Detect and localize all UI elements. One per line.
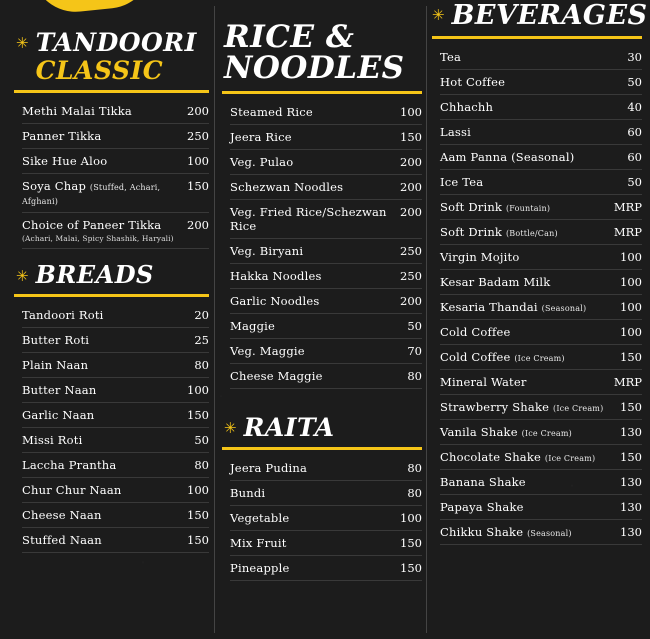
item-price: 150 xyxy=(187,408,209,422)
item-name-main: Cold Coffee xyxy=(440,350,511,364)
menu-item-row xyxy=(22,353,209,378)
item-price: MRP xyxy=(613,225,642,239)
item-price: 130 xyxy=(620,475,642,489)
item-price: 200 xyxy=(187,218,209,232)
item-name: Kesar Badam Milk xyxy=(440,275,551,289)
item-name: Lassi xyxy=(440,125,471,139)
item-list xyxy=(14,99,209,249)
star-icon: ✳ xyxy=(16,268,29,285)
item-name: Laccha Prantha xyxy=(22,458,117,472)
section-title xyxy=(36,30,197,83)
item-name: Cheese Naan xyxy=(22,508,102,522)
menu-item-row xyxy=(230,314,422,339)
section-beverages xyxy=(432,0,648,545)
item-list xyxy=(222,456,422,581)
column-right xyxy=(432,0,648,549)
item-name: Ice Tea xyxy=(440,175,484,189)
item-name: Steamed Rice xyxy=(230,105,313,119)
item-name: Cheese Maggie xyxy=(230,369,323,383)
column-middle xyxy=(222,0,422,585)
section-title: BREADS xyxy=(35,260,154,289)
menu-item-row xyxy=(440,520,642,545)
item-price: 150 xyxy=(187,179,209,193)
item-name: Hakka Noodles xyxy=(230,269,322,283)
menu-item-row xyxy=(22,174,209,213)
item-price: 50 xyxy=(627,75,642,89)
item-name xyxy=(440,350,565,364)
menu-item-row xyxy=(230,239,422,264)
item-price: 150 xyxy=(400,536,422,550)
item-name: Panner Tikka xyxy=(22,129,102,143)
star-icon: ✳ xyxy=(432,7,445,24)
item-name: Cold Coffee xyxy=(440,325,511,339)
item-price: 50 xyxy=(407,319,422,333)
item-price: 50 xyxy=(627,175,642,189)
column-divider-1 xyxy=(214,6,215,633)
section-rule xyxy=(14,294,209,297)
item-name-sub: (Bottle/Can) xyxy=(505,229,558,238)
item-price: 80 xyxy=(407,369,422,383)
menu-item-row xyxy=(22,303,209,328)
menu-item-row xyxy=(230,531,422,556)
section-title: RAITA xyxy=(243,413,335,442)
column-divider-2 xyxy=(426,6,427,633)
item-name-sub: (Seasonal) xyxy=(541,304,587,313)
item-price: 150 xyxy=(620,350,642,364)
item-name xyxy=(440,300,586,314)
item-price: 20 xyxy=(194,308,209,322)
item-name: Tandoori Roti xyxy=(22,308,104,322)
item-price: 150 xyxy=(400,561,422,575)
item-name: Mix Fruit xyxy=(230,536,287,550)
menu-item-row xyxy=(440,95,642,120)
item-name: Butter Naan xyxy=(22,383,97,397)
item-price: 200 xyxy=(187,104,209,118)
menu-item-row xyxy=(22,403,209,428)
menu-item-row xyxy=(22,378,209,403)
menu-item-row xyxy=(440,195,642,220)
item-price: 150 xyxy=(187,508,209,522)
item-price: 60 xyxy=(627,150,642,164)
menu-item-row xyxy=(230,125,422,150)
section-heading xyxy=(14,260,209,289)
item-list xyxy=(432,45,642,545)
item-name: Garlic Noodles xyxy=(230,294,320,308)
menu-item-row xyxy=(22,428,209,453)
item-price: 130 xyxy=(620,425,642,439)
item-name: Jeera Rice xyxy=(230,130,292,144)
menu-item-row xyxy=(440,120,642,145)
item-list xyxy=(14,303,209,553)
menu-item-row xyxy=(230,264,422,289)
item-price: 50 xyxy=(194,433,209,447)
section-title-line1: RICE & xyxy=(224,19,355,55)
item-price: 150 xyxy=(400,130,422,144)
item-price: 40 xyxy=(627,100,642,114)
menu-item-row xyxy=(440,145,642,170)
item-name: Bundi xyxy=(230,486,266,500)
item-name xyxy=(440,425,572,439)
item-name-sub: (Ice Cream) xyxy=(521,429,572,438)
item-name-main: Chikku Shake xyxy=(440,525,524,539)
item-name: Veg. Fried Rice/Schezwan Rice xyxy=(230,205,387,233)
item-price: 150 xyxy=(187,533,209,547)
item-name: Plain Naan xyxy=(22,358,89,372)
menu-item-row xyxy=(440,270,642,295)
menu-item-row xyxy=(440,495,642,520)
menu-item-row xyxy=(230,200,422,239)
menu-item-row xyxy=(440,370,642,395)
section-rule xyxy=(432,36,642,39)
menu-item-row xyxy=(440,345,642,370)
menu-item-row xyxy=(440,420,642,445)
menu-item-row xyxy=(440,445,642,470)
item-name: Schezwan Noodles xyxy=(230,180,344,194)
section-title xyxy=(222,19,422,86)
item-price: 150 xyxy=(620,400,642,414)
section-raita xyxy=(222,415,422,581)
menu-item-row xyxy=(230,100,422,125)
item-price: 70 xyxy=(407,344,422,358)
menu-item-row xyxy=(230,339,422,364)
item-name: Chur Chur Naan xyxy=(22,483,122,497)
item-price: 200 xyxy=(400,294,422,308)
item-name: Missi Roti xyxy=(22,433,83,447)
item-name: Stuffed Naan xyxy=(22,533,102,547)
item-price: 25 xyxy=(194,333,209,347)
menu-item-row xyxy=(440,395,642,420)
item-price: 80 xyxy=(407,486,422,500)
menu-item-row xyxy=(22,99,209,124)
section-tandoori-classic xyxy=(14,30,209,249)
menu-item-row xyxy=(22,149,209,174)
item-price: 150 xyxy=(620,450,642,464)
menu-item-row xyxy=(230,481,422,506)
item-name xyxy=(440,400,603,414)
item-name-main: Strawberry Shake xyxy=(440,400,550,414)
item-name: Papaya Shake xyxy=(440,500,524,514)
item-price: 100 xyxy=(400,511,422,525)
item-name: Sike Hue Aloo xyxy=(22,154,108,168)
item-price: 100 xyxy=(400,105,422,119)
section-breads xyxy=(14,260,209,553)
item-list xyxy=(222,100,422,389)
section-rule xyxy=(14,90,209,93)
section-heading xyxy=(432,0,648,31)
item-price: 80 xyxy=(194,358,209,372)
item-name-main: Vanila Shake xyxy=(440,425,518,439)
item-name: Vegetable xyxy=(230,511,290,525)
item-name: Tea xyxy=(440,50,462,64)
menu-item-row xyxy=(230,506,422,531)
menu-item-row xyxy=(230,556,422,581)
menu-item-row xyxy=(440,45,642,70)
menu-item-row xyxy=(22,213,209,249)
item-name xyxy=(440,225,558,239)
item-price: 100 xyxy=(620,325,642,339)
item-name-main: Soya Chap xyxy=(22,179,87,193)
menu-item-row xyxy=(440,170,642,195)
menu-item-row xyxy=(440,320,642,345)
item-name-main: Kesaria Thandai xyxy=(440,300,538,314)
item-name-main: Soft Drink xyxy=(440,200,503,214)
item-name: Veg. Pulao xyxy=(230,155,294,169)
menu-item-row xyxy=(230,150,422,175)
menu-item-row xyxy=(22,453,209,478)
item-name-sub: (Stuffed, Achari, Afghani) xyxy=(22,183,161,206)
item-name xyxy=(440,525,572,539)
item-price: MRP xyxy=(613,375,642,389)
item-name xyxy=(22,179,179,207)
item-name: Butter Roti xyxy=(22,333,90,347)
item-name-sub: (Ice Cream) xyxy=(544,454,596,463)
menu-item-row xyxy=(22,528,209,553)
menu-item-row xyxy=(230,289,422,314)
item-name-sub: (Seasonal) xyxy=(527,529,572,538)
menu-item-row xyxy=(440,70,642,95)
item-price: 80 xyxy=(194,458,209,472)
item-name: Veg. Maggie xyxy=(230,344,305,358)
item-name-sub: (Ice Cream) xyxy=(514,354,565,363)
item-name: Mineral Water xyxy=(440,375,527,389)
item-name: Pineapple xyxy=(230,561,290,575)
item-price: 250 xyxy=(400,269,422,283)
menu-item-row xyxy=(22,124,209,149)
item-name: Garlic Naan xyxy=(22,408,95,422)
item-price: 130 xyxy=(620,525,642,539)
item-name: Jeera Pudina xyxy=(230,461,308,475)
star-icon: ✳ xyxy=(16,35,29,52)
section-title: BEVERAGES xyxy=(451,0,648,31)
menu-item-row xyxy=(230,175,422,200)
item-name xyxy=(440,200,550,214)
item-name xyxy=(22,218,174,243)
star-icon: ✳ xyxy=(224,420,237,437)
item-name: Hot Coffee xyxy=(440,75,506,89)
menu-item-row xyxy=(230,364,422,389)
item-name: Aam Panna (Seasonal) xyxy=(440,150,575,164)
item-note: (Achari, Malai, Spicy Shashik, Haryali) xyxy=(22,234,174,243)
item-price: 30 xyxy=(627,50,642,64)
item-price: 200 xyxy=(400,180,422,194)
item-price: 100 xyxy=(620,275,642,289)
item-price: 100 xyxy=(187,154,209,168)
item-price: 100 xyxy=(620,300,642,314)
item-name-sub: (Fountain) xyxy=(505,204,551,213)
item-price: 100 xyxy=(187,483,209,497)
item-name: Veg. Biryani xyxy=(230,244,304,258)
item-price: 200 xyxy=(400,205,422,219)
menu-item-row xyxy=(440,245,642,270)
column-left xyxy=(14,0,209,557)
item-price: 250 xyxy=(400,244,422,258)
menu-item-row xyxy=(230,456,422,481)
menu-item-row xyxy=(22,503,209,528)
item-name: Banana Shake xyxy=(440,475,526,489)
item-name: Virgin Mojito xyxy=(440,250,520,264)
item-price: 200 xyxy=(400,155,422,169)
item-price: 250 xyxy=(187,129,209,143)
item-name-main: Chocolate Shake xyxy=(440,450,542,464)
section-heading xyxy=(222,415,422,440)
item-name: Chhachh xyxy=(440,100,494,114)
section-rice-and-noodles xyxy=(222,19,422,389)
section-rule xyxy=(222,447,422,450)
menu-item-row xyxy=(440,220,642,245)
menu-item-row xyxy=(22,328,209,353)
section-title-line2: CLASSIC xyxy=(35,56,164,85)
item-price: 100 xyxy=(620,250,642,264)
item-price: 130 xyxy=(620,500,642,514)
item-price: 80 xyxy=(407,461,422,475)
item-name-main: Soft Drink xyxy=(440,225,503,239)
item-name-sub: (Ice Cream) xyxy=(553,404,604,413)
section-heading xyxy=(14,30,209,83)
item-name xyxy=(440,450,595,464)
item-name: Methi Malai Tikka xyxy=(22,104,132,118)
menu-item-row xyxy=(22,478,209,503)
menu-item-row xyxy=(440,470,642,495)
item-price: 60 xyxy=(627,125,642,139)
item-price: MRP xyxy=(613,200,642,214)
menu-item-row xyxy=(440,295,642,320)
item-name-main: Choice of Paneer Tikka xyxy=(22,218,162,232)
section-title-line2: NOODLES xyxy=(224,50,405,86)
section-title-line1: TANDOORI xyxy=(35,28,197,57)
item-price: 100 xyxy=(187,383,209,397)
item-name: Maggie xyxy=(230,319,276,333)
section-rule xyxy=(222,91,422,94)
